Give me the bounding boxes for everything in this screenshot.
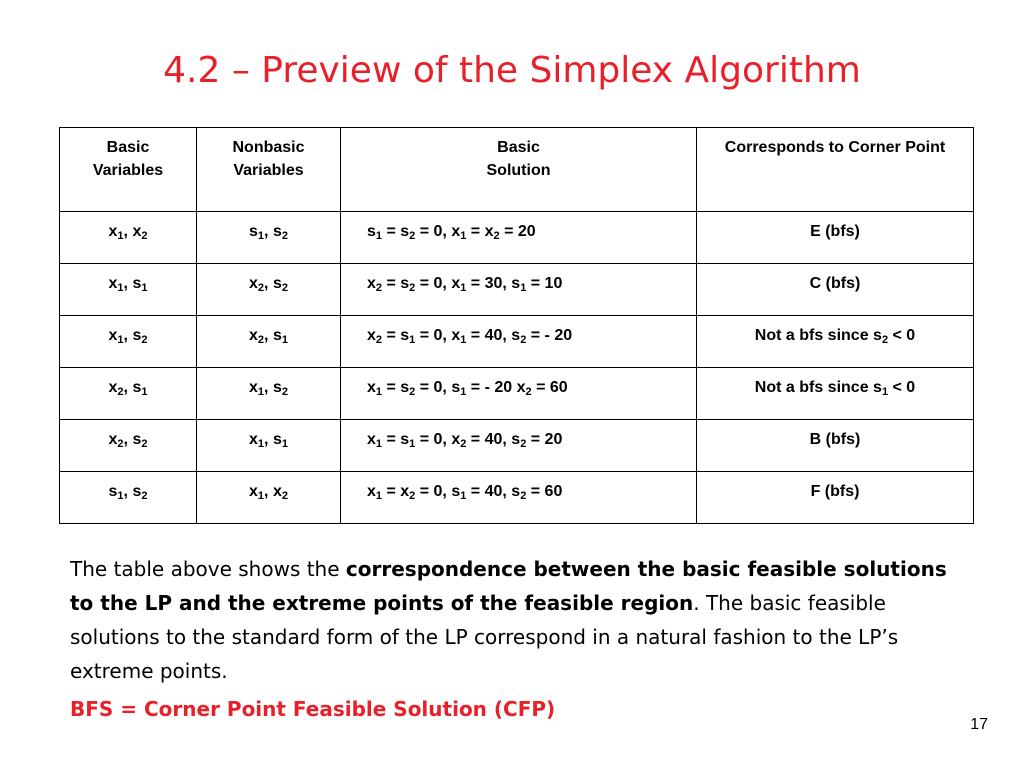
corner-point-cell: F (bfs) (697, 472, 974, 524)
nonbasic-vars-cell: $x_2$, $s_2$ (197, 264, 341, 316)
nonbasic-vars-cell: $x_1$, $s_1$ (197, 420, 341, 472)
paragraph-bold: correspondence between the basic feasible solutions to the LP and the extreme points of the feasible region (70, 557, 947, 615)
nonbasic-vars-cell: $s_1$, $s_2$ (197, 212, 341, 264)
page-number: 17 (970, 716, 988, 733)
explanation-paragraph (70, 552, 970, 688)
basic-solution-cell: $x_1 = x_2 = 0$, $s_1 = 40$, $s_2 = 60$ (341, 472, 697, 524)
header-basic-variables: Basic Variables (60, 128, 197, 212)
table-header-row (60, 128, 974, 212)
corner-point-cell: Not a bfs since $s_2 < 0$ (697, 316, 974, 368)
basic-solutions-table (59, 127, 974, 524)
basic-solution-cell: $s_1 = s_2 = 0$, $x_1 = x_2 = 20$ (341, 212, 697, 264)
basic-solution-cell: $x_2 = s_1 = 0$, $x_1 = 40$, $s_2$ = - 20 (341, 316, 697, 368)
table-row (60, 264, 974, 316)
corner-point-cell: Not a bfs since $s_1 < 0$ (697, 368, 974, 420)
table-row (60, 316, 974, 368)
table-row (60, 212, 974, 264)
basic-vars-cell: $x_1$, $s_2$ (60, 316, 197, 368)
basic-vars-cell: $x_1$, $x_2$ (60, 212, 197, 264)
table-row (60, 420, 974, 472)
paragraph-prefix: The table above shows the (70, 557, 346, 581)
bfs-definition: BFS = Corner Point Feasible Solution (CFP) (70, 697, 556, 721)
nonbasic-vars-cell: $x_1$, $s_2$ (197, 368, 341, 420)
basic-solution-cell: $x_1 = s_2 = 0$, $s_1$ = - 20 $x_2 = 60$ (341, 368, 697, 420)
corner-point-cell: B (bfs) (697, 420, 974, 472)
table-row (60, 368, 974, 420)
basic-solution-cell: $x_2 = s_2 = 0$, $x_1 = 30$, $s_1 = 10$ (341, 264, 697, 316)
header-nonbasic-variables: Nonbasic Variables (197, 128, 341, 212)
basic-vars-cell: $s_1$, $s_2$ (60, 472, 197, 524)
basic-vars-cell: $x_2$, $s_2$ (60, 420, 197, 472)
nonbasic-vars-cell: $x_2$, $s_1$ (197, 316, 341, 368)
table-row (60, 472, 974, 524)
corner-point-cell: E (bfs) (697, 212, 974, 264)
nonbasic-vars-cell: $x_1$, $x_2$ (197, 472, 341, 524)
header-corner-point: Corresponds to Corner Point (697, 128, 974, 212)
slide-title: 4.2 – Preview of the Simplex Algorithm (163, 50, 861, 91)
header-basic-solution: Basic Solution (341, 128, 697, 212)
corner-point-cell: C (bfs) (697, 264, 974, 316)
basic-vars-cell: $x_2$, $s_1$ (60, 368, 197, 420)
basic-vars-cell: $x_1$, $s_1$ (60, 264, 197, 316)
basic-solution-cell: $x_1 = s_1 = 0$, $x_2 = 40$, $s_2 = 20$ (341, 420, 697, 472)
paragraph-suffix: . The basic feasible solutions to the standard form of the LP correspond in a natural fashion to the LP’s extreme points. (70, 591, 899, 683)
